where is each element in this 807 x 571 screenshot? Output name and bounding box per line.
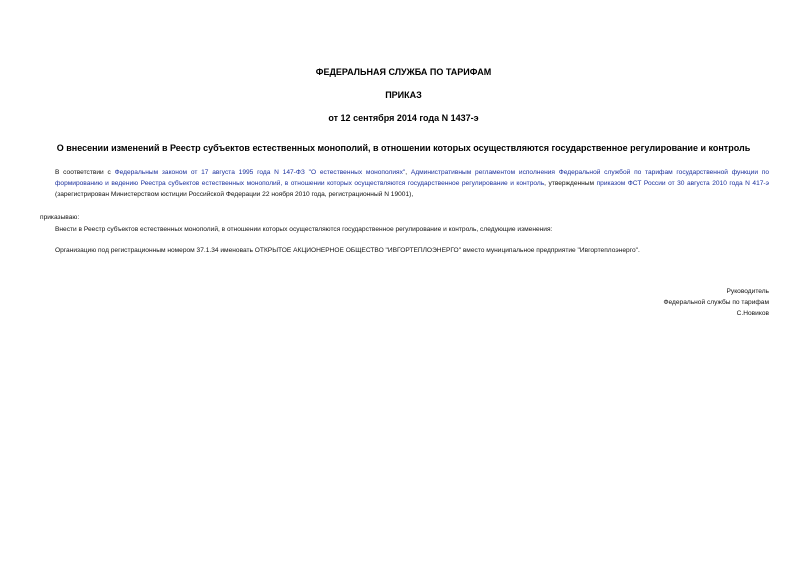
signature-name: С.Новиков — [736, 310, 769, 317]
preamble-text-4: (зарегистрирован Министерством юстиции Российской Федерации 22 ноября 2010 года, регистрационный N 19001), — [55, 191, 414, 198]
signature-position-2: Федеральной службы по тарифам — [663, 299, 769, 306]
document-date-heading: от 12 сентября 2014 года N 1437-э — [328, 113, 479, 123]
order-word: приказываю: — [40, 214, 80, 221]
preamble-text-3: , утвержденным — [544, 180, 597, 187]
order-paragraph-1: Внести в Реестр субъектов естественных монополий, в отношении которых осуществляются государственное регулирование и контроль, следующие изменения: — [55, 226, 553, 233]
order-paragraph-2: Организацию под регистрационным номером 37.1.34 именовать ОТКРЫТОЕ АКЦИОНЕРНОЕ ОБЩЕСТВО "ИВГОРТЕПЛОЭНЕРГО" вместо муниципальное предприятие "Ивгортеплоэнерго". — [55, 247, 640, 254]
administrative-regulation-link[interactable]: Административным регламентом исполнения Федеральной службой по тарифам государственной функции по формированию и ведению Реестра субъектов естественных монополий, в отношении которых осуществляются государственное регулирование и контроль — [55, 169, 770, 187]
preamble-text-1: В соответствии с — [55, 169, 115, 176]
organization-heading: ФЕДЕРАЛЬНАЯ СЛУЖБА ПО ТАРИФАМ — [315, 67, 492, 77]
document-title: О внесении изменений в Реестр субъектов естественных монополий, в отношении которых осуществляются государственное регулирование и контроль — [56, 143, 751, 153]
fst-order-link[interactable]: приказом ФСТ России от 30 августа 2010 года N 417-э — [596, 180, 769, 187]
document-type-heading: ПРИКАЗ — [385, 90, 422, 100]
federal-law-link[interactable]: Федеральным законом от 17 августа 1995 года N 147-ФЗ "О естественных монополиях" — [114, 169, 406, 176]
preamble-text-2: , — [405, 169, 411, 176]
signature-position-1: Руководитель — [726, 288, 769, 295]
preamble-paragraph — [55, 167, 769, 200]
